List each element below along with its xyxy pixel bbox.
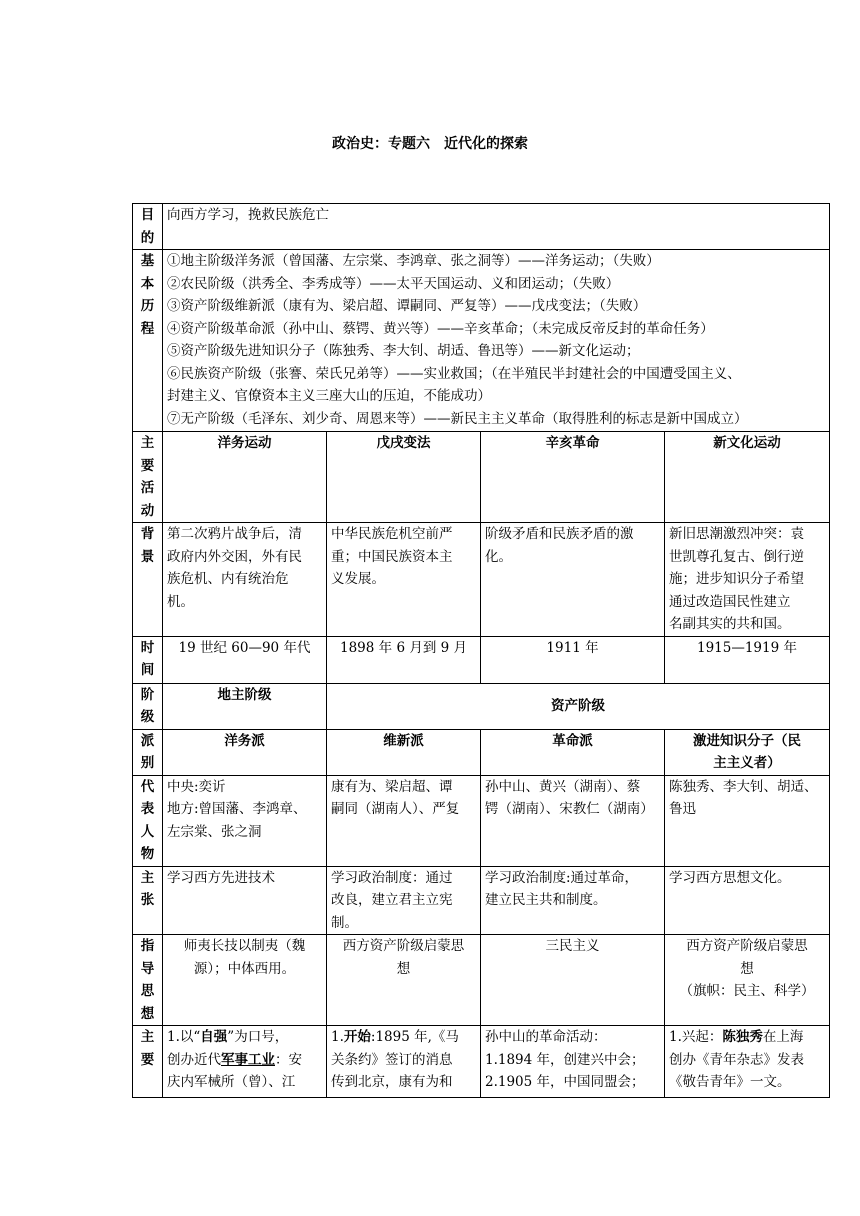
proposition-yangwu: 学习西方先进技术 xyxy=(163,866,327,935)
guiding-radical: 西方资产阶级启蒙思 想 （旗帜：民主、科学） xyxy=(665,935,830,1026)
history-table xyxy=(132,203,830,1098)
main-events-new-culture: 1.兴起：陈独秀在上海 创办《青年杂志》发表 《敬告青年》一文。 xyxy=(665,1026,830,1098)
representatives-radical: 陈独秀、李大钊、胡适、 鲁迅 xyxy=(665,775,830,866)
main-events-yangwu: 1.以“自强”为口号， 创办近代军事工业：安 庆内军械所（曾）、江 xyxy=(163,1026,327,1098)
background-xinhai: 阶级矛盾和民族矛盾的激 化。 xyxy=(481,523,665,637)
row-faction xyxy=(133,729,830,775)
representatives-yangwu: 中央:奕䜣 地方:曾国藩、李鸿章、 左宗棠、张之洞 xyxy=(163,775,327,866)
guiding-reform: 西方资产阶级启蒙思 想 xyxy=(327,935,481,1026)
row-history xyxy=(133,250,830,432)
background-wuxu: 中华民族危机空前严 重；中国民族资本主 义发展。 xyxy=(327,523,481,637)
row-activities xyxy=(133,432,830,523)
row-main-events xyxy=(133,1026,830,1098)
row-proposition xyxy=(133,866,830,935)
row-guiding xyxy=(133,935,830,1026)
representatives-reform: 康有为、梁启超、谭 嗣同（湖南人）、严复 xyxy=(327,775,481,866)
label-activities: 主 要 活 动 xyxy=(133,432,163,523)
label-background: 背 景 xyxy=(133,523,163,637)
history-line: 封建主义、官僚资本主义三座大山的压迫，不能成功） xyxy=(167,388,491,404)
col-header-new-culture: 新文化运动 xyxy=(665,432,830,523)
class-bourgeois: 资产阶级 xyxy=(327,683,830,729)
time-wuxu: 1898 年 6 月到 9 月 xyxy=(327,636,481,683)
label-history: 基 本 历 程 xyxy=(133,250,163,432)
proposition-radical: 学习西方思想文化。 xyxy=(665,866,830,935)
main-events-revolution: 孙中山的革命活动： 1.1894 年，创建兴中会； 2.1905 年，中国同盟会； xyxy=(481,1026,665,1098)
row-background xyxy=(133,523,830,637)
label-representatives: 代 表 人 物 xyxy=(133,775,163,866)
row-class xyxy=(133,683,830,729)
page-title: 政治史：专题六 近代化的探索 xyxy=(332,136,528,152)
background-new-culture: 新旧思潮激烈冲突：袁 世凯尊孔复古、倒行逆 施；进步知识分子希望 通过改造国民性建立 名副其实的共和国。 xyxy=(665,523,830,637)
main-events-reform: 1.开始:1895 年,《马 关条约》签订的消息 传到北京，康有为和 xyxy=(327,1026,481,1098)
label-main-events: 主 要 xyxy=(133,1026,163,1098)
history-line: ①地主阶级洋务派（曾国藩、左宗棠、李鸿章、张之洞等）——洋务运动；（失败） xyxy=(167,253,660,269)
history-line: ②农民阶级（洪秀全、李秀成等）——太平天国运动、义和团运动；（失败） xyxy=(167,275,620,292)
history-list xyxy=(163,250,830,432)
goal-text: 向西方学习，挽救民族危亡 xyxy=(163,204,830,250)
label-guiding: 指 导 思 想 xyxy=(133,935,163,1026)
history-line: ⑤资产阶级先进知识分子（陈独秀、李大钊、胡适、鲁迅等）——新文化运动； xyxy=(167,343,640,359)
history-line: ⑦无产阶级（毛泽东、刘少奇、周恩来等）——新民主主义革命（取得胜利的标志是新中国成立） xyxy=(167,410,748,427)
proposition-reform: 学习政治制度：通过 改良，建立君主立宪 制。 xyxy=(327,866,481,935)
proposition-revolution: 学习政治制度:通过革命， 建立民主共和制度。 xyxy=(481,866,665,935)
background-yangwu: 第二次鸦片战争后，清 政府内外交困，外有民 族危机、内有统治危 机。 xyxy=(163,523,327,637)
label-proposition: 主 张 xyxy=(133,866,163,935)
history-line: ⑥民族资产阶级（张謇、荣氏兄弟等）——实业救国；（在半殖民半封建社会的中国遭受国主义、 xyxy=(167,365,741,382)
row-goal xyxy=(133,204,830,250)
history-line: ③资产阶级维新派（康有为、梁启超、谭嗣同、严复等）——戊戌变法；（失败） xyxy=(167,298,647,314)
label-class: 阶 级 xyxy=(133,683,163,729)
col-header-wuxu: 戊戌变法 xyxy=(327,432,481,523)
faction-radical: 激进知识分子（民 主主义者） xyxy=(665,729,830,775)
faction-reform: 维新派 xyxy=(327,729,481,775)
faction-yangwu: 洋务派 xyxy=(163,729,327,775)
col-header-xinhai: 辛亥革命 xyxy=(481,432,665,523)
label-faction: 派 别 xyxy=(133,729,163,775)
guiding-yangwu: 师夷长技以制夷（魏 源）；中体西用。 xyxy=(163,935,327,1026)
col-header-yangwu: 洋务运动 xyxy=(163,432,327,523)
time-new-culture: 1915—1919 年 xyxy=(665,636,830,683)
history-line: ④资产阶级革命派（孙中山、蔡锷、黄兴等）——辛亥革命；（未完成反帝反封的革命任务） xyxy=(167,320,714,337)
class-landlord: 地主阶级 xyxy=(163,683,327,729)
label-goal: 目 的 xyxy=(133,204,163,250)
label-time: 时 间 xyxy=(133,636,163,683)
row-representatives xyxy=(133,775,830,866)
row-time xyxy=(133,636,830,683)
time-yangwu: 19 世纪 60—90 年代 xyxy=(163,636,327,683)
faction-revolution: 革命派 xyxy=(481,729,665,775)
time-xinhai: 1911 年 xyxy=(481,636,665,683)
guiding-revolution: 三民主义 xyxy=(481,935,665,1026)
representatives-revolution: 孙中山、黄兴（湖南）、蔡 锷（湖南）、宋教仁（湖南） xyxy=(481,775,665,866)
